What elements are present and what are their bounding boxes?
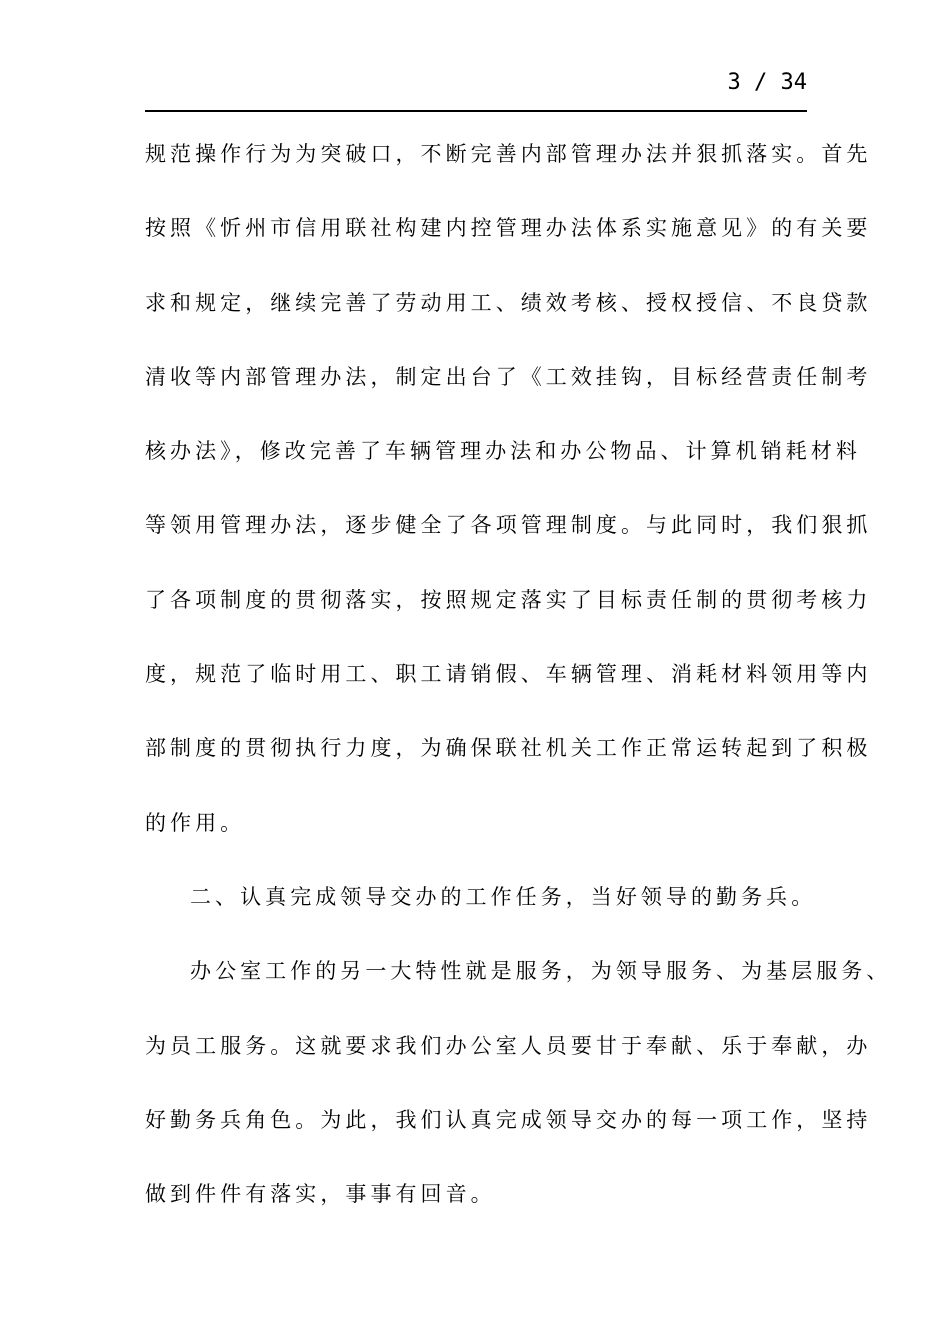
body-line: 的作用。: [145, 810, 246, 835]
header-rule: [145, 110, 807, 112]
body-line: 为员工服务。这就要求我们办公室人员要甘于奉献、乐于奉献，办: [145, 1033, 872, 1058]
page-total: 34: [780, 70, 807, 95]
body-line: 按照《忻州市信用联社构建内控管理办法体系实施意见》的有关要: [145, 216, 872, 241]
page-number: [728, 70, 808, 96]
body-line: 办公室工作的另一大特性就是服务，为领导服务、为基层服务、: [190, 959, 892, 984]
body-line: 求和规定，继续完善了劳动用工、绩效考核、授权授信、不良贷款: [145, 290, 872, 315]
page-separator: /: [754, 70, 768, 95]
body-line: 核办法》，修改完善了车辆管理办法和办公物品、计算机销耗材料: [145, 439, 861, 464]
body-line: 等领用管理办法，逐步健全了各项管理制度。与此同时，我们狠抓: [145, 513, 872, 538]
body-line: 好勤务兵角色。为此，我们认真完成领导交办的每一项工作，坚持: [145, 1107, 872, 1132]
body-line: 度，规范了临时用工、职工请销假、车辆管理、消耗材料领用等内: [145, 662, 872, 687]
body-line: 清收等内部管理办法，制定出台了《工效挂钩，目标经营责任制考: [145, 364, 872, 389]
body-line: 规范操作行为为突破口，不断完善内部管理办法并狠抓落实。首先: [145, 142, 872, 166]
document-body: [145, 134, 892, 1248]
page-current: 3: [727, 70, 741, 95]
body-line: 做到件件有落实，事事有回音。: [145, 1182, 496, 1207]
body-line: 部制度的贯彻执行力度，为确保联社机关工作正常运转起到了积极: [145, 736, 872, 761]
section-heading: 二、认真完成领导交办的工作任务，当好领导的勤务兵。: [190, 884, 817, 909]
body-line: 了各项制度的贯彻落实，按照规定落实了目标责任制的贯彻考核力: [145, 587, 872, 612]
